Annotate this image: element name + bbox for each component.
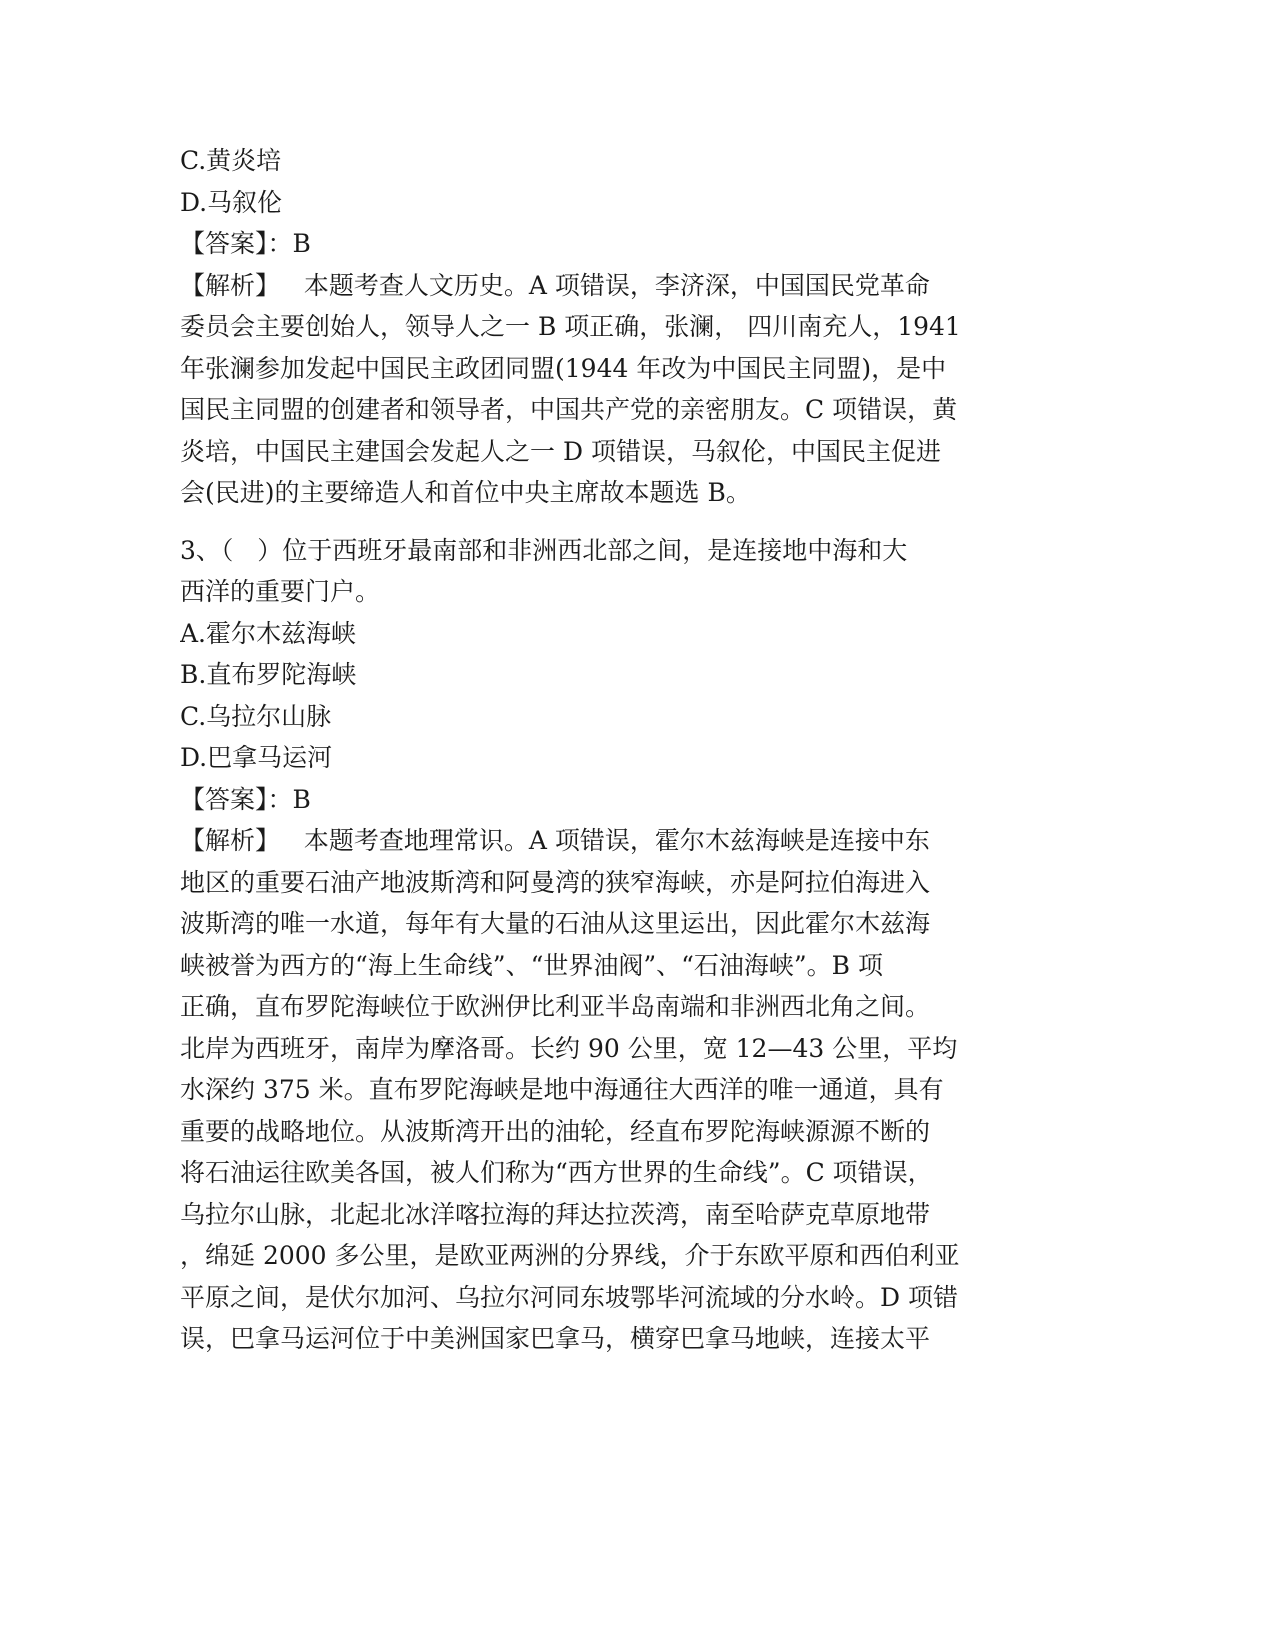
- explanation-line: 会(民进)的主要缔造人和首位中央主席故本题选 B。: [180, 478, 751, 507]
- explanation-line: ，绵延 2000 多公里，是欧亚两洲的分界线，介于东欧平原和西伯利亚: [180, 1241, 960, 1270]
- answer: 【答案】：B: [180, 229, 311, 258]
- question-stem: 3、（ ）位于西班牙最南部和非洲西北部之间，是连接地中海和大: [180, 535, 908, 565]
- explanation-line: 炎培，中国民主建国会发起人之一 D 项错误，马叙伦，中国民主促进: [180, 436, 941, 466]
- explanation-line: 年张澜参加发起中国民主政团同盟(1944 年改为中国民主同盟)，是中: [180, 353, 947, 383]
- explanation-line: 水深约 375 米。直布罗陀海峡是地中海通往大西洋的唯一通道，具有: [180, 1075, 944, 1104]
- explanation-line: 正确，直布罗陀海峡位于欧洲伊比利亚半岛南端和非洲西北角之间。: [180, 992, 931, 1021]
- explanation-line: 误，巴拿马运河位于中美洲国家巴拿马，横穿巴拿马地峡，连接太平: [180, 1324, 931, 1353]
- explanation-line: 地区的重要石油产地波斯湾和阿曼湾的狭窄海峡，亦是阿拉伯海进入: [180, 867, 931, 897]
- option-a: A.霍尔木兹海峡: [180, 618, 357, 648]
- explanation-line: 【解析】 本题考查地理常识。A 项错误，霍尔木兹海峡是连接中东: [180, 826, 930, 855]
- explanation-line: 将石油运往欧美各国，被人们称为“西方世界的生命线”。C 项错误，: [180, 1158, 933, 1187]
- option-b: B.直布罗陀海峡: [180, 660, 357, 689]
- explanation-line: 北岸为西班牙，南岸为摩洛哥。长约 90 公里，宽 12—43 公里，平均: [180, 1033, 958, 1063]
- answer: 【答案】：B: [180, 784, 311, 814]
- option-d: D.巴拿马运河: [180, 743, 333, 772]
- explanation-line: 平原之间，是伏尔加河、乌拉尔河同东坡鄂毕河流域的分水岭。D 项错: [180, 1282, 958, 1312]
- explanation-line: 国民主同盟的创建者和领导者，中国共产党的亲密朋友。C 项错误，黄: [180, 395, 958, 424]
- option-c: C.黄炎培: [180, 146, 282, 175]
- explanation-line: 波斯湾的唯一水道，每年有大量的石油从这里运出，因此霍尔木兹海: [180, 909, 931, 938]
- option-c: C.乌拉尔山脉: [180, 701, 332, 731]
- explanation-line: 峡被誉为西方的“海上生命线”、“世界油阀”、“石油海峡”。B 项: [180, 950, 884, 980]
- explanation-line: 委员会主要创始人，领导人之一 B 项正确，张澜， 四川南充人，1941: [180, 312, 961, 341]
- explanation-line: 乌拉尔山脉，北起北冰洋喀拉海的拜达拉茨湾，南至哈萨克草原地带: [180, 1199, 931, 1229]
- question-stem: 西洋的重要门户。: [180, 577, 381, 606]
- explanation-line: 重要的战略地位。从波斯湾开出的油轮，经直布罗陀海峡源源不断的: [180, 1116, 931, 1146]
- option-d: D.马叙伦: [180, 187, 283, 217]
- explanation-line: 【解析】 本题考查人文历史。A 项错误，李济深，中国国民党革命: [180, 270, 930, 300]
- document-page: [180, 140, 1040, 1360]
